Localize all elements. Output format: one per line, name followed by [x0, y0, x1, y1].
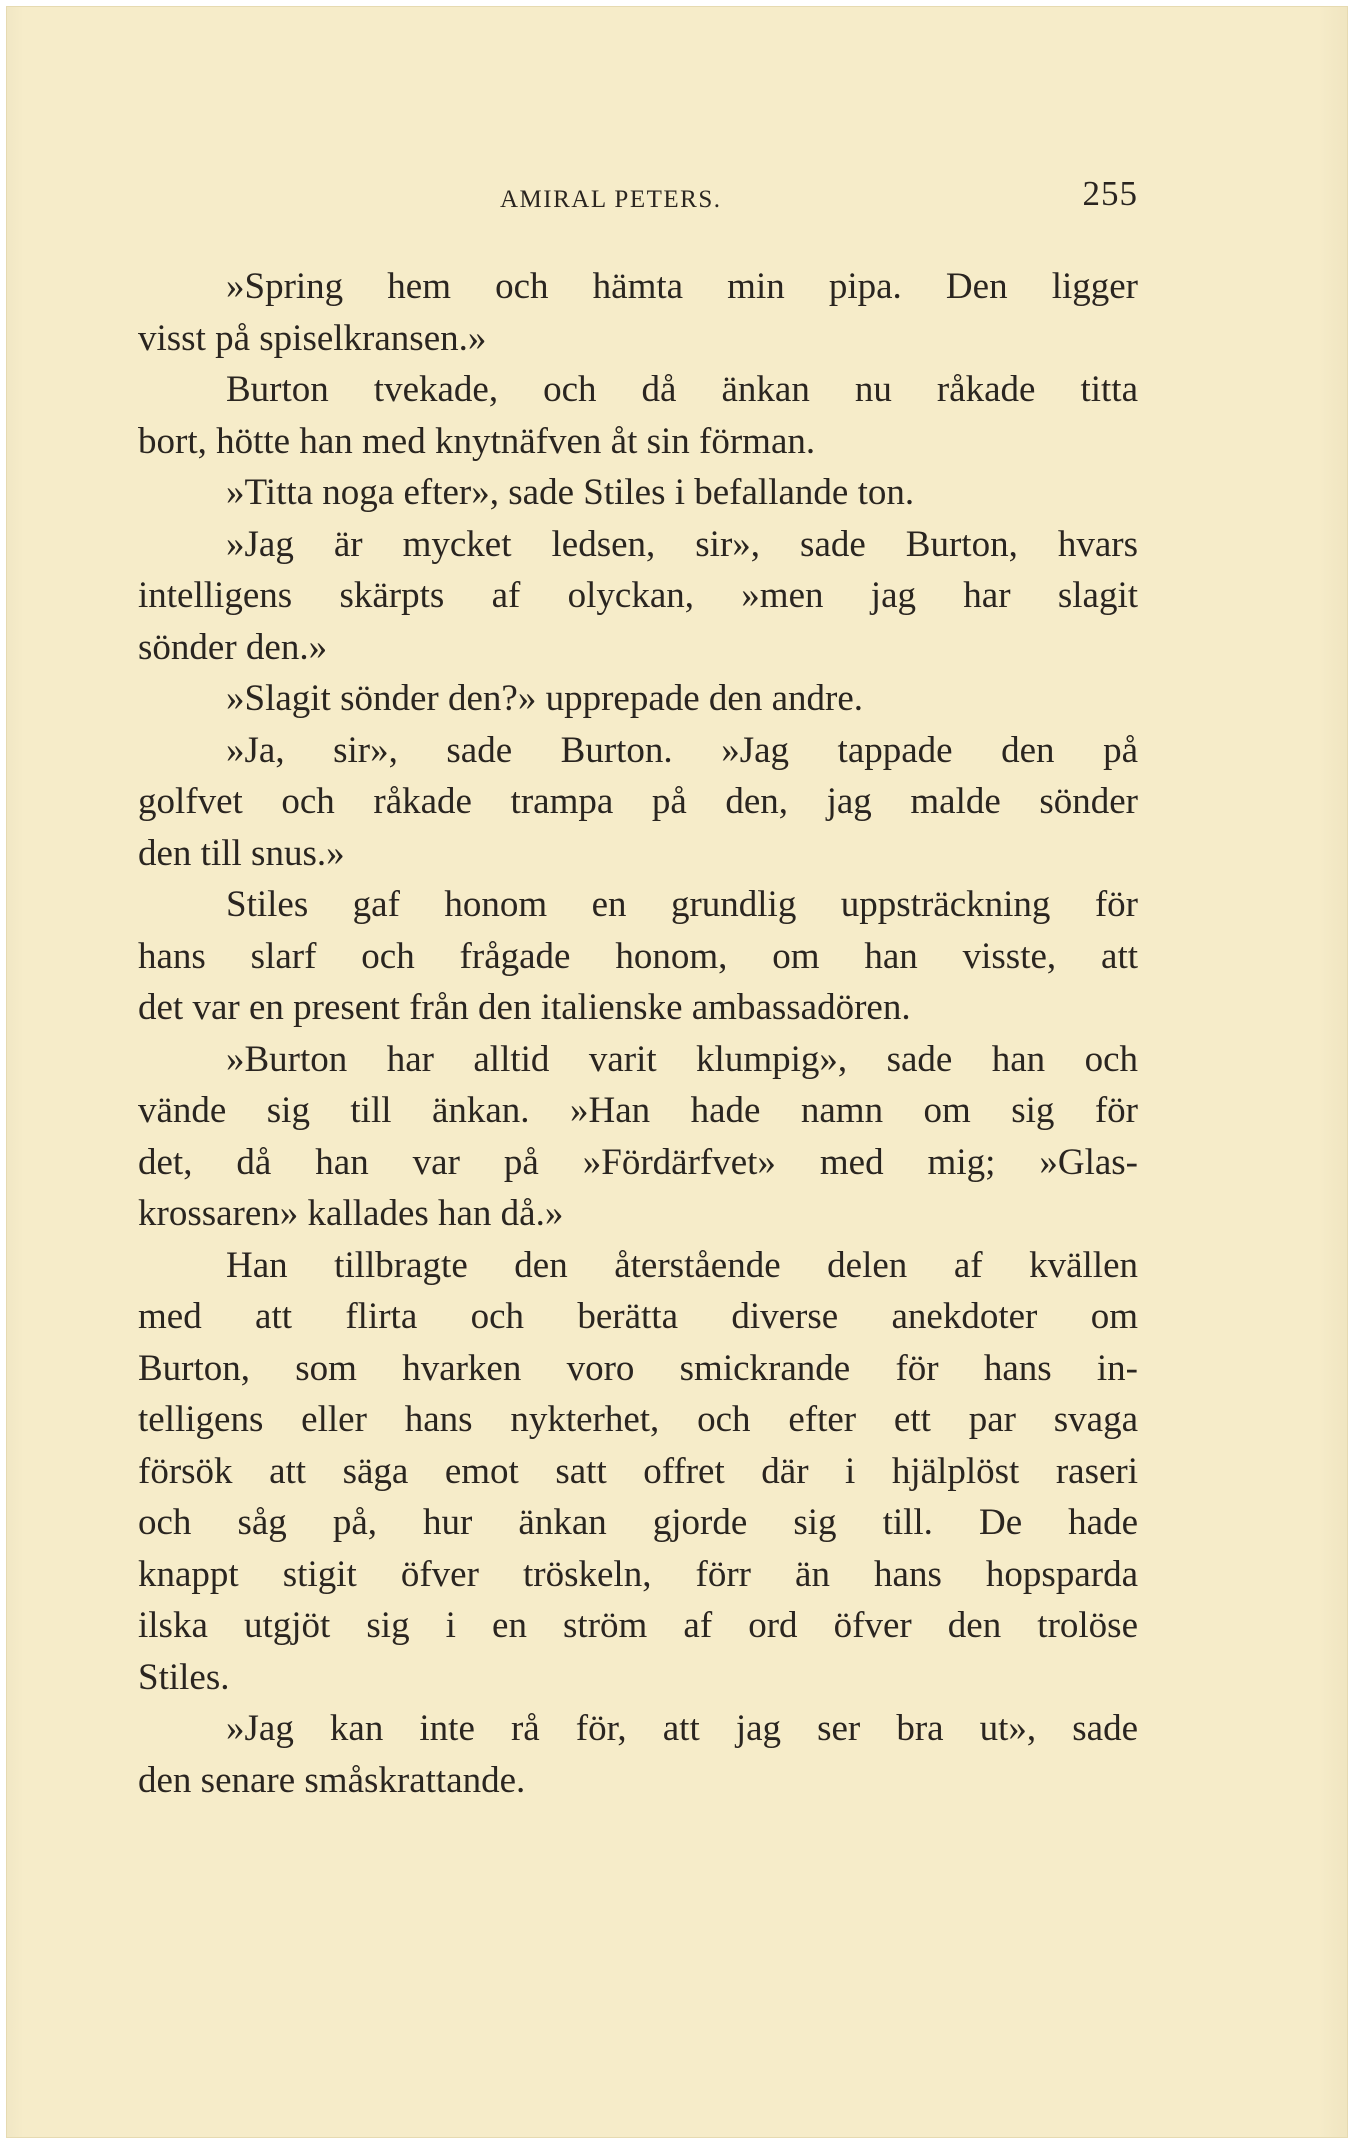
text-line: krossaren» kallades han då.» — [138, 1193, 564, 1234]
text-line: Stiles. — [138, 1656, 230, 1698]
text-line: den till snus.» — [138, 832, 345, 874]
text-line: det var en present från den italienske ambassadören. — [138, 987, 911, 1028]
book-page — [6, 6, 1348, 2138]
text-line: sönder den.» — [138, 626, 328, 668]
text-line: vände sig till änkan. »Han hade namn om sig för — [138, 1090, 1138, 1131]
text-line: visst på spiselkransen.» — [138, 317, 487, 359]
text-line: golfvet och råkade trampa på den, jag malde sönder — [138, 781, 1138, 822]
text-line: »Titta noga efter», sade Stiles i befallande ton. — [226, 472, 915, 513]
text-line: Burton, som hvarken voro smickrande för hans in- — [138, 1347, 1138, 1389]
text-line: försök att säga emot satt offret där i hjälplöst raseri — [138, 1450, 1138, 1492]
text-line: telligens eller hans nykterhet, och efter ett par svaga — [138, 1399, 1138, 1440]
text-line: Stiles gaf honom en grundlig uppsträckning för — [226, 884, 1138, 925]
running-title: AMIRAL PETERS. — [500, 186, 722, 213]
text-line: och såg på, hur änkan gjorde sig till. De hade — [138, 1502, 1138, 1543]
text-line: »Jag är mycket ledsen, sir», sade Burton, hvars — [226, 523, 1138, 565]
text-line: ilska utgjöt sig i en ström af ord öfver den trolöse — [138, 1605, 1138, 1646]
page-number: 255 — [1082, 174, 1138, 213]
text-line: »Slagit sönder den?» upprepade den andre. — [226, 678, 864, 719]
text-line: Han tillbragte den återstående delen af kvällen — [226, 1244, 1138, 1286]
text-line: »Jag kan inte rå för, att jag ser bra ut», sade — [226, 1708, 1138, 1749]
text-line: den senare småskrattande. — [138, 1759, 526, 1801]
text-line: det, då han var på »Fördärfvet» med mig; »Glas- — [138, 1141, 1138, 1183]
text-line: Burton tvekade, och då änkan nu råkade titta — [226, 369, 1138, 410]
text-line: »Spring hem och hämta min pipa. Den ligger — [226, 266, 1138, 307]
text-line: »Burton har alltid varit klumpig», sade han och — [226, 1038, 1138, 1080]
text-line: hans slarf och frågade honom, om han visste, att — [138, 935, 1138, 977]
body-text — [138, 261, 1138, 1806]
text-line: med att flirta och berätta diverse anekdoter om — [138, 1296, 1138, 1337]
page-header — [6, 174, 1348, 220]
text-line: intelligens skärpts af olyckan, »men jag har slagit — [138, 575, 1138, 616]
text-line: »Ja, sir», sade Burton. »Jag tappade den på — [226, 729, 1138, 771]
text-line: bort, hötte han med knytnäfven åt sin förman. — [138, 420, 816, 462]
text-line: knappt stigit öfver tröskeln, förr än hans hopsparda — [138, 1553, 1138, 1595]
